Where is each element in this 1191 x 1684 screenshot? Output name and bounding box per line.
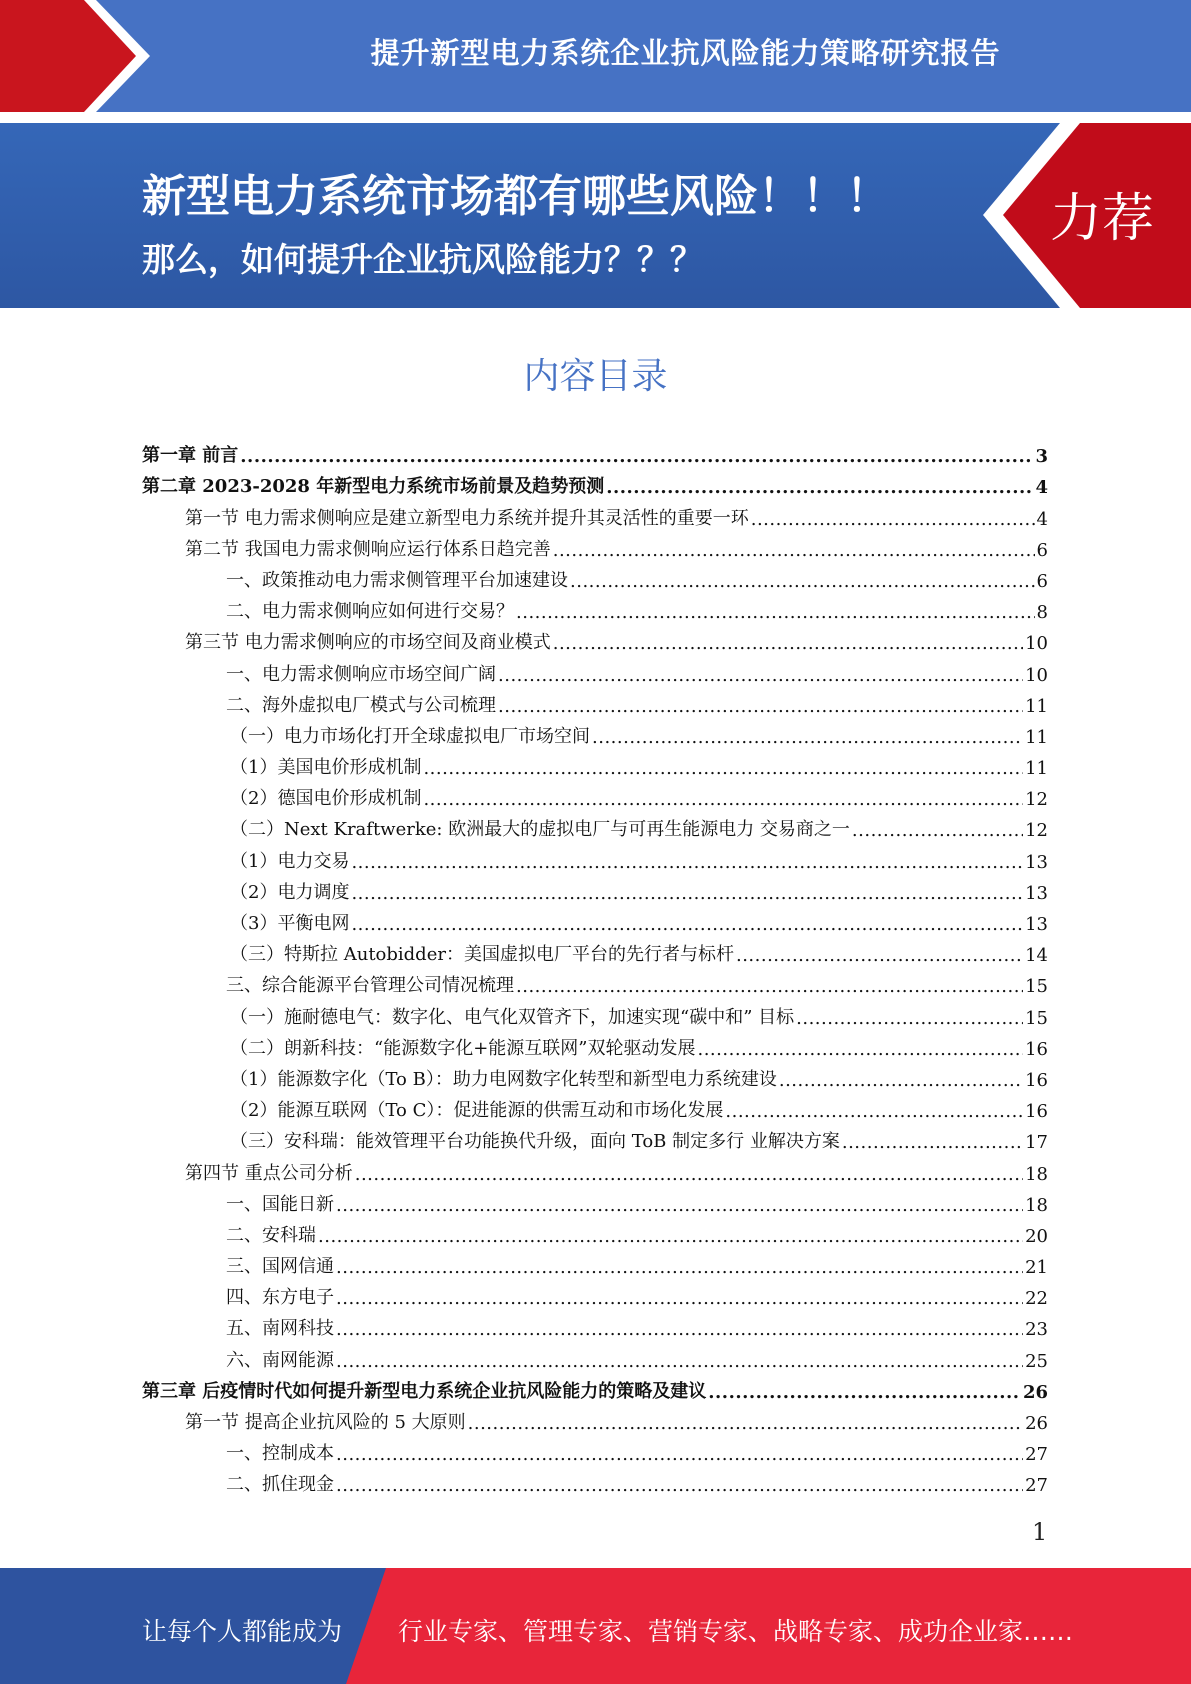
toc-entry-title: 二、海外虚拟电厂模式与公司梳理 bbox=[226, 694, 496, 716]
toc-entry-page: 15 bbox=[1025, 976, 1048, 998]
toc-entry-page: 23 bbox=[1025, 1319, 1048, 1341]
toc-leader-dots bbox=[423, 758, 1023, 779]
toc-entry-title: 第四节 重点公司分析 bbox=[185, 1162, 353, 1184]
toc-entry-page: 22 bbox=[1025, 1288, 1048, 1310]
toc-entry-title: （一）施耐德电气：数字化、电气化双管齐下，加速实现“碳中和” 目标 bbox=[230, 1006, 795, 1028]
toc-entry-page: 18 bbox=[1025, 1163, 1048, 1185]
toc-leader-dots bbox=[336, 1475, 1023, 1496]
toc-entry-title: 五、南网科技 bbox=[226, 1318, 334, 1340]
toc-leader-dots bbox=[697, 1039, 1023, 1060]
toc-entry-title: 第二节 我国电力需求侧响应运行体系日趋完善 bbox=[185, 538, 551, 560]
toc-entry-page: 16 bbox=[1025, 1101, 1048, 1123]
toc-entry-page: 17 bbox=[1025, 1132, 1048, 1154]
toc-entry[interactable] bbox=[142, 904, 1048, 935]
toc-entry-title: （二）朗新科技：“能源数字化+能源互联网”双轮驱动发展 bbox=[230, 1037, 696, 1059]
toc-leader-dots bbox=[336, 1288, 1023, 1309]
toc-entry[interactable] bbox=[142, 997, 1048, 1028]
toc-entry-page: 14 bbox=[1025, 945, 1048, 967]
toc-entry-page: 11 bbox=[1025, 758, 1048, 780]
toc-entry[interactable] bbox=[142, 467, 1048, 498]
toc-leader-dots bbox=[751, 509, 1035, 530]
toc-entry-title: 二、安科瑞 bbox=[226, 1224, 316, 1246]
toc-entry-title: 二、抓住现金 bbox=[226, 1474, 334, 1496]
toc-entry-page: 15 bbox=[1025, 1007, 1048, 1029]
toc-entry-title: （1）电力交易 bbox=[230, 850, 350, 872]
toc-entry[interactable] bbox=[142, 592, 1048, 623]
toc-leader-dots bbox=[336, 1444, 1023, 1465]
toc-leader-dots bbox=[498, 665, 1023, 686]
toc-entry[interactable] bbox=[142, 1029, 1048, 1060]
toc-entry[interactable] bbox=[142, 748, 1048, 779]
toc-entry-page: 16 bbox=[1025, 1038, 1048, 1060]
toc-entry-page: 25 bbox=[1025, 1350, 1048, 1372]
toc-leader-dots bbox=[318, 1226, 1023, 1247]
toc-entry[interactable] bbox=[142, 873, 1048, 904]
toc-entry[interactable] bbox=[142, 1060, 1048, 1091]
toc-leader-dots bbox=[592, 727, 1023, 748]
toc-entry-title: 第一节 电力需求侧响应是建立新型电力系统并提升其灵活性的重要一环 bbox=[185, 507, 749, 529]
toc-entry-title: 第三章 后疫情时代如何提升新型电力系统企业抗风险能力的策略及建议 bbox=[142, 1380, 707, 1402]
toc-leader-dots bbox=[498, 696, 1023, 717]
toc-entry-page: 11 bbox=[1025, 695, 1048, 717]
toc-leader-dots bbox=[708, 1382, 1021, 1403]
toc-entry-title: （2）能源互联网（To C）：促进能源的供需互动和市场化发展 bbox=[230, 1100, 724, 1122]
toc-entry-page: 21 bbox=[1025, 1257, 1048, 1279]
toc-entry[interactable] bbox=[142, 1465, 1048, 1496]
toc-entry[interactable] bbox=[142, 1247, 1048, 1278]
toc-entry-title: 二、电力需求侧响应如何进行交易？ bbox=[226, 601, 514, 623]
toc-leader-dots bbox=[336, 1195, 1023, 1216]
toc-leader-dots bbox=[336, 1319, 1023, 1340]
toc-leader-dots bbox=[606, 477, 1033, 498]
toc-entry-page: 10 bbox=[1025, 664, 1048, 686]
toc-entry[interactable] bbox=[142, 1153, 1048, 1184]
toc-entry[interactable] bbox=[142, 1372, 1048, 1403]
toc-leader-dots bbox=[336, 1351, 1023, 1372]
toc-entry-title: 第二章 2023-2028 年新型电力系统市场前景及趋势预测 bbox=[142, 476, 605, 498]
toc-heading: 内容目录 bbox=[523, 356, 668, 397]
toc-entry-page: 4 bbox=[1036, 508, 1048, 530]
toc-entry-page: 3 bbox=[1035, 446, 1048, 468]
toc-entry[interactable] bbox=[142, 1122, 1048, 1153]
toc-entry-page: 12 bbox=[1025, 820, 1048, 842]
toc-entry-title: 三、综合能源平台管理公司情况梳理 bbox=[226, 975, 514, 997]
banner-subheadline: 那么，如何提升企业抗风险能力？？？ bbox=[142, 240, 703, 279]
recommend-badge: 力荐 bbox=[1050, 189, 1155, 249]
report-title: 提升新型电力系统企业抗风险能力策略研究报告 bbox=[370, 36, 1001, 70]
toc-entry-title: （一）电力市场化打开全球虚拟电厂市场空间 bbox=[230, 725, 590, 747]
toc-entry[interactable] bbox=[142, 779, 1048, 810]
table-of-contents bbox=[142, 436, 1048, 1496]
toc-entry[interactable] bbox=[142, 436, 1048, 467]
toc-entry-title: 一、政策推动电力需求侧管理平台加速建设 bbox=[226, 569, 568, 591]
toc-entry-title: 六、南网能源 bbox=[226, 1349, 334, 1371]
toc-entry-title: （三）特斯拉 Autobidder：美国虚拟电厂平台的先行者与标杆 bbox=[230, 944, 734, 966]
toc-entry[interactable] bbox=[142, 1278, 1048, 1309]
toc-entry[interactable] bbox=[142, 1403, 1048, 1434]
toc-entry[interactable] bbox=[142, 1216, 1048, 1247]
toc-entry-page: 27 bbox=[1025, 1475, 1048, 1497]
toc-entry-page: 16 bbox=[1025, 1069, 1048, 1091]
toc-leader-dots bbox=[736, 945, 1023, 966]
toc-entry-page: 18 bbox=[1025, 1194, 1048, 1216]
toc-entry[interactable] bbox=[142, 1340, 1048, 1371]
toc-entry[interactable] bbox=[142, 717, 1048, 748]
toc-entry[interactable] bbox=[142, 561, 1048, 592]
toc-entry-title: 第一章 前言 bbox=[142, 445, 239, 467]
toc-entry-page: 27 bbox=[1025, 1444, 1048, 1466]
toc-entry[interactable] bbox=[142, 654, 1048, 685]
toc-leader-dots bbox=[468, 1413, 1023, 1434]
toc-entry-page: 11 bbox=[1025, 726, 1048, 748]
toc-entry-page: 10 bbox=[1025, 633, 1048, 655]
toc-entry[interactable] bbox=[142, 1091, 1048, 1122]
toc-entry-title: 一、控制成本 bbox=[226, 1443, 334, 1465]
toc-entry-page: 13 bbox=[1025, 851, 1048, 873]
toc-entry-title: （二）Next Kraftwerke: 欧洲最大的虚拟电厂与可再生能源电力 交易商之一 bbox=[230, 819, 850, 841]
toc-leader-dots bbox=[779, 1070, 1023, 1091]
toc-leader-dots bbox=[351, 852, 1023, 873]
banner-headline: 新型电力系统市场都有哪些风险！！！ bbox=[142, 171, 890, 222]
toc-entry[interactable] bbox=[142, 841, 1048, 872]
toc-entry-title: （三）安科瑞：能效管理平台功能换代升级，面向 ToB 制定多行 业解决方案 bbox=[230, 1131, 840, 1153]
toc-entry-title: （1）能源数字化（To B）：助力电网数字化转型和新型电力系统建设 bbox=[230, 1068, 777, 1090]
toc-entry-page: 6 bbox=[1036, 539, 1048, 561]
toc-leader-dots bbox=[355, 1164, 1023, 1185]
toc-leader-dots bbox=[240, 446, 1033, 467]
toc-entry[interactable] bbox=[142, 686, 1048, 717]
toc-leader-dots bbox=[516, 976, 1023, 997]
toc-entry[interactable] bbox=[142, 1185, 1048, 1216]
toc-entry[interactable] bbox=[142, 1309, 1048, 1340]
toc-leader-dots bbox=[553, 540, 1035, 561]
toc-entry-title: 一、国能日新 bbox=[226, 1193, 334, 1215]
toc-entry[interactable] bbox=[142, 530, 1048, 561]
toc-entry-page: 8 bbox=[1036, 602, 1048, 624]
toc-entry-page: 20 bbox=[1025, 1225, 1048, 1247]
footer-tagline: 让每个人都能成为 bbox=[142, 1617, 343, 1646]
toc-entry-title: 三、国网信通 bbox=[226, 1256, 334, 1278]
toc-leader-dots bbox=[553, 633, 1023, 654]
toc-entry-title: 一、电力需求侧响应市场空间广阔 bbox=[226, 663, 496, 685]
toc-leader-dots bbox=[570, 571, 1035, 592]
toc-leader-dots bbox=[796, 1008, 1023, 1029]
toc-entry-title: （2）德国电价形成机制 bbox=[230, 788, 422, 810]
toc-entry-page: 6 bbox=[1036, 570, 1048, 592]
page-number: 1 bbox=[1032, 1518, 1048, 1546]
toc-leader-dots bbox=[336, 1257, 1023, 1278]
footer-roles: 行业专家、管理专家、营销专家、战略专家、成功企业家…… bbox=[398, 1617, 1074, 1646]
toc-leader-dots bbox=[852, 820, 1023, 841]
toc-leader-dots bbox=[351, 914, 1023, 935]
header-arrow-icon bbox=[0, 0, 150, 112]
toc-leader-dots bbox=[516, 602, 1035, 623]
toc-entry-title: 四、东方电子 bbox=[226, 1287, 334, 1309]
toc-entry-page: 13 bbox=[1025, 882, 1048, 904]
toc-entry[interactable] bbox=[142, 810, 1048, 841]
toc-entry-title: （1）美国电价形成机制 bbox=[230, 757, 422, 779]
toc-entry[interactable] bbox=[142, 498, 1048, 529]
toc-entry[interactable] bbox=[142, 623, 1048, 654]
toc-entry[interactable] bbox=[142, 935, 1048, 966]
toc-leader-dots bbox=[842, 1132, 1023, 1153]
toc-entry-title: （3）平衡电网 bbox=[230, 913, 350, 934]
toc-leader-dots bbox=[423, 789, 1023, 810]
toc-entry-page: 12 bbox=[1025, 789, 1048, 811]
toc-entry-page: 26 bbox=[1025, 1413, 1048, 1434]
toc-entry-page: 13 bbox=[1025, 914, 1048, 935]
toc-entry-title: （2）电力调度 bbox=[230, 881, 350, 903]
toc-entry-page: 26 bbox=[1022, 1381, 1048, 1403]
toc-entry-page: 4 bbox=[1035, 477, 1048, 499]
toc-entry[interactable] bbox=[142, 966, 1048, 997]
toc-entry-title: 第三节 电力需求侧响应的市场空间及商业模式 bbox=[185, 632, 551, 654]
toc-leader-dots bbox=[351, 883, 1023, 904]
toc-entry-title: 第一节 提高企业抗风险的 5 大原则 bbox=[185, 1412, 466, 1433]
toc-entry[interactable] bbox=[142, 1434, 1048, 1465]
toc-leader-dots bbox=[725, 1101, 1023, 1122]
